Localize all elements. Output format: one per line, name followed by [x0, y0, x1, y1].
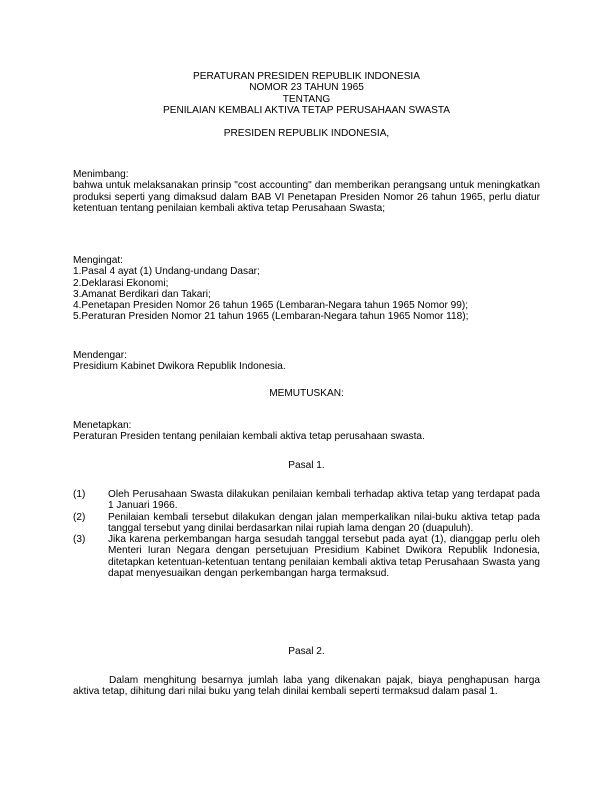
section-text: bahwa untuk melaksanakan prinsip "cost accounting" dan memberikan perangsang untuk meningkatkan produksi seperti yang dimaksud dalam BAB VI Penetapan Presiden Nomor 26 tahun 1965, perlu diatur ketentuan tentang penilaian kembali aktiva tetap Perusahaan Swasta; [73, 180, 540, 214]
menimbang-section [73, 169, 540, 214]
memutuskan-heading: MEMUTUSKAN: [269, 388, 344, 399]
item-text: Jika karena perkembangan harga sesudah tanggal tersebut pada ayat (1), dianggap perlu oleh Menteri Iuran Negara dengan persetujuan Presidium Kabinet Dwikora Republik Indonesia, ditetapkan ketentuan-ketentuan tentang penilaian kembali aktiva tetap Perusahaan Swasta yang dapat menyesuaikan dengan perkembangan harga termaksud. [108, 534, 540, 580]
president-heading: PRESIDEN REPUBLIK INDONESIA, [223, 128, 390, 139]
section-label: Mendengar: [73, 350, 127, 361]
title-line: PENILAIAN KEMBALI AKTIVA TETAP PERUSAHAAN SWASTA [162, 104, 450, 116]
title-line: NOMOR 23 TAHUN 1965 [249, 82, 364, 94]
section-text: Presidium Kabinet Dwikora Republik Indonesia. [73, 361, 286, 373]
document-title [73, 71, 540, 116]
section-label: Mengingat: [73, 255, 123, 266]
title-line: TENTANG [282, 93, 331, 105]
pasal-1-items [73, 489, 540, 579]
section-label: Menimbang: [73, 169, 129, 180]
item-text: Oleh Perusahaan Swasta dilakukan penilaian kembali terhadap aktiva tetap yang terdapat pada 1 Januari 1966. [108, 489, 540, 512]
list-item: 2.Deklarasi Ekonomi; [73, 277, 169, 289]
pasal-2-heading: Pasal 2. [288, 646, 325, 657]
item-number: (3) [73, 534, 86, 546]
section-label: Menetapkan: [73, 420, 132, 431]
item-number: (2) [73, 511, 86, 523]
item-number: (1) [73, 489, 86, 500]
pasal-item [73, 534, 540, 579]
pasal-item [73, 512, 540, 535]
list-item: 5.Peraturan Presiden Nomor 21 tahun 1965 (Lembaran-Negara tahun 1965 Nomor 118); [73, 311, 469, 323]
list-item: 4.Penetapan Presiden Nomor 26 tahun 1965 (Lembaran-Negara tahun 1965 Nomor 99); [73, 300, 469, 312]
section-text: Peraturan Presiden tentang penilaian kembali aktiva tetap perusahaan swasta. [73, 431, 425, 443]
title-line: PERATURAN PRESIDEN REPUBLIK INDONESIA [193, 71, 420, 82]
item-text: Penilaian kembali tersebut dilakukan dengan jalan memperkalikan nilai-buku aktiva tetap pada tanggal tersebut yang dinilai berdasarkan nilai rupiah lama dengan 20 (duapuluh). [108, 511, 540, 534]
list-item: 3.Amanat Berdikari dan Takari; [73, 288, 211, 300]
mendengar-section [73, 350, 540, 373]
menetapkan-section [73, 420, 540, 443]
list-item: 1.Pasal 4 ayat (1) Undang-undang Dasar; [73, 266, 260, 278]
pasal-1-heading: Pasal 1. [288, 460, 325, 471]
mengingat-section [73, 255, 540, 323]
pasal-item [73, 489, 540, 512]
pasal-2-text: Dalam menghitung besarnya jumlah laba yang dikenakan pajak, biaya penghapusan harga aktiva tetap, dihitung dari nilai buku yang telah dinilai kembali seperti termaksud dalam pasal 1. [73, 675, 540, 698]
